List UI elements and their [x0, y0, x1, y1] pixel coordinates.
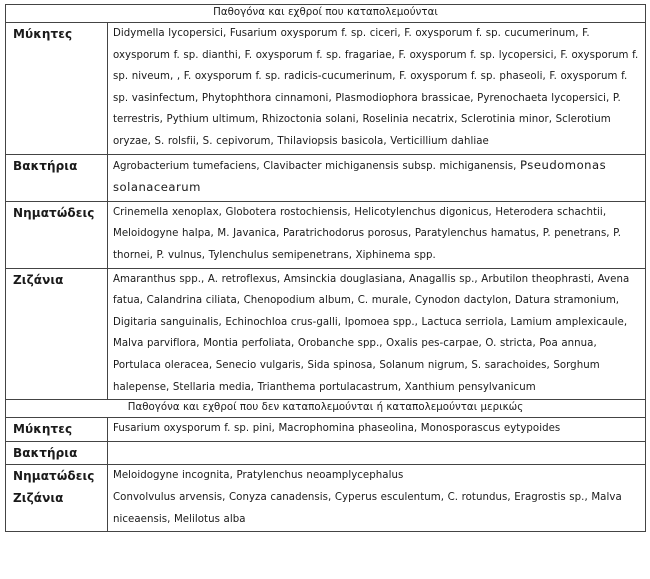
species-list-nematodes: Meloidogyne incognita, Pratylenchus neoamplycephalus	[108, 464, 646, 487]
table-row	[6, 268, 646, 400]
category-nematodes: Νηματώδεις	[6, 201, 108, 268]
section-heading-row	[6, 5, 646, 23]
species-list-bacteria	[108, 154, 646, 201]
section-heading-row	[6, 400, 646, 418]
category-weeds: Ζιζάνια	[6, 268, 108, 400]
category-fungi: Μύκητες	[6, 418, 108, 442]
table-row	[6, 464, 646, 487]
section-heading-controlled: Παθογόνα και εχθροί που καταπολεμούνται	[6, 5, 646, 23]
species-list-weeds: Amaranthus spp., A. retroflexus, Amsinckia douglasiana, Anagallis sp., Arbutilon theophrasti, Avena fatua, Calandrina ciliata, Chenopodium album, C. murale, Cynodon dactylon, Datura stramonium, Digitaria sanguinalis, Echinochloa crus-galli, Ipomoea spp., Lactuca serriola, Lamium amplexicaule, Malva parviflora, Montia perfoliata, Orobanche spp., Oxalis pes-carpae, O. stricta, Poa annua, Portulaca oleracea, Senecio vulgaris, Sida spinosa, Solanum nigrum, S. sarachoides, Sorghum halepense, Stellaria media, Trianthema portulacastrum, Xanthium pensylvanicum	[108, 268, 646, 400]
section-heading-partial: Παθογόνα και εχθροί που δεν καταπολεμούνται ή καταπολεμούνται μερικώς	[6, 400, 646, 418]
table-row	[6, 23, 646, 155]
table-row	[6, 441, 646, 464]
category-bacteria: Βακτήρια	[6, 154, 108, 201]
table-row	[6, 201, 646, 268]
species-list-bacteria-text: Agrobacterium tumefaciens, Clavibacter michiganensis subsp. michiganensis,	[113, 160, 517, 172]
category-fungi: Μύκητες	[6, 23, 108, 155]
species-list-weeds: Convolvulus arvensis, Conyza canadensis, Cyperus esculentum, C. rotundus, Eragrostis sp., Malva niceaensis, Melilotus alba	[108, 487, 646, 532]
species-list-fungi: Didymella lycopersici, Fusarium oxysporum f. sp. ciceri, F. oxysporum f. sp. cucumerinum, F. oxysporum f. sp. dianthi, F. oxysporum f. sp. fragariae, F. oxysporum f. sp. lycopersici, F. oxysporum f. sp. niveum, , F. oxysporum f. sp. radicis-cucumerinum, F. oxysporum f. sp. phaseoli, F. oxysporum f. sp. vasinfectum, Phytophthora cinnamoni, Plasmodiophora brassicae, Pyrenochaeta lycopersici, P. terrestris, Pythium ultimum, Rhizoctonia solani, Roselinia necatrix, Sclerotinia minor, Sclerotium oryzae, S. rolsfii, S. cepivorum, Thilaviopsis basicola, Verticillium dahliae	[108, 23, 646, 155]
species-list-fungi: Fusarium oxysporum f. sp. pini, Macrophomina phaseolina, Monosporascus eytypoides	[108, 418, 646, 442]
category-nematodes: Νηματώδεις	[6, 464, 108, 487]
species-list-nematodes: Crinemella xenoplax, Globotera rostochiensis, Helicotylenchus digonicus, Heterodera schachtii, Meloidogyne halpa, M. Javanica, Paratrichodorus porosus, Paratylenchus hamatus, P. penetrans, P. thornei, P. vulnus, Tylenchulus semipenetrans, Xiphinema spp.	[108, 201, 646, 268]
species-list-bacteria-highlight: Pseudomonas solanacearum	[113, 157, 607, 195]
table-row	[6, 418, 646, 442]
table-row	[6, 154, 646, 201]
table-row	[6, 487, 646, 532]
species-list-bacteria	[108, 441, 646, 464]
category-bacteria: Βακτήρια	[6, 441, 108, 464]
pathogen-control-table	[5, 4, 646, 532]
category-weeds: Ζιζάνια	[6, 487, 108, 532]
